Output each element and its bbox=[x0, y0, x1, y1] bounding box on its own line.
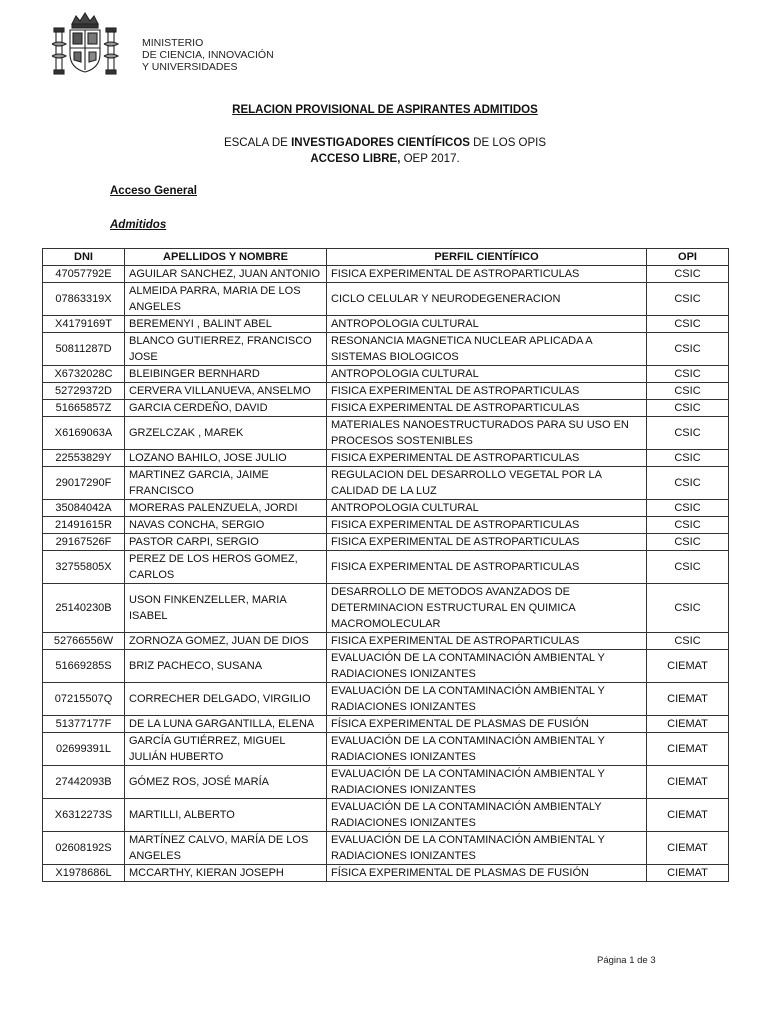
cell-name: AGUILAR SANCHEZ, JUAN ANTONIO bbox=[125, 266, 327, 283]
cell-profile: RESONANCIA MAGNETICA NUCLEAR APLICADA A SISTEMAS BIOLOGICOS bbox=[327, 333, 647, 366]
cell-profile: MATERIALES NANOESTRUCTURADOS PARA SU USO EN PROCESOS SOSTENIBLES bbox=[327, 417, 647, 450]
cell-name: CORRECHER DELGADO, VIRGILIO bbox=[125, 683, 327, 716]
table-row bbox=[43, 633, 729, 650]
cell-dni: 29017290F bbox=[43, 467, 125, 500]
cell-name: NAVAS CONCHA, SERGIO bbox=[125, 517, 327, 534]
cell-profile: FISICA EXPERIMENTAL DE ASTROPARTICULAS bbox=[327, 633, 647, 650]
cell-opi: CIEMAT bbox=[647, 650, 729, 683]
cell-opi: CSIC bbox=[647, 517, 729, 534]
cell-profile: ANTROPOLOGIA CULTURAL bbox=[327, 316, 647, 333]
cell-opi: CIEMAT bbox=[647, 799, 729, 832]
table-row bbox=[43, 366, 729, 383]
cell-dni: 51377177F bbox=[43, 716, 125, 733]
cell-opi: CSIC bbox=[647, 551, 729, 584]
section-heading: Acceso General bbox=[110, 185, 197, 197]
cell-opi: CSIC bbox=[647, 584, 729, 633]
cell-dni: 51669285S bbox=[43, 650, 125, 683]
cell-profile: FISICA EXPERIMENTAL DE ASTROPARTICULAS bbox=[327, 534, 647, 551]
cell-profile: REGULACION DEL DESARROLLO VEGETAL POR LA CALIDAD DE LA LUZ bbox=[327, 467, 647, 500]
cell-profile: EVALUACIÓN DE LA CONTAMINACIÓN AMBIENTAL Y RADIACIONES IONIZANTES bbox=[327, 683, 647, 716]
cell-profile: CICLO CELULAR Y NEURODEGENERACION bbox=[327, 283, 647, 316]
cell-name: BLANCO GUTIERREZ, FRANCISCO JOSE bbox=[125, 333, 327, 366]
cell-name: PASTOR CARPI, SERGIO bbox=[125, 534, 327, 551]
cell-name: DE LA LUNA GARGANTILLA, ELENA bbox=[125, 716, 327, 733]
cell-profile: DESARROLLO DE METODOS AVANZADOS DE DETERMINACION ESTRUCTURAL EN QUIMICA MACROMOLECULAR bbox=[327, 584, 647, 633]
cell-profile: ANTROPOLOGIA CULTURAL bbox=[327, 500, 647, 517]
cell-profile: FISICA EXPERIMENTAL DE ASTROPARTICULAS bbox=[327, 517, 647, 534]
cell-name: BLEIBINGER BERNHARD bbox=[125, 366, 327, 383]
cell-dni: X6169063A bbox=[43, 417, 125, 450]
cell-name: BRIZ PACHECO, SUSANA bbox=[125, 650, 327, 683]
column-header-profile: PERFIL CIENTÍFICO bbox=[327, 249, 647, 266]
table-row bbox=[43, 383, 729, 400]
table-row bbox=[43, 517, 729, 534]
cell-name: GARCÍA GUTIÉRREZ, MIGUEL JULIÁN HUBERTO bbox=[125, 733, 327, 766]
cell-dni: 22553829Y bbox=[43, 450, 125, 467]
table-row bbox=[43, 584, 729, 633]
cell-opi: CIEMAT bbox=[647, 865, 729, 882]
ministry-line-1: MINISTERIO bbox=[142, 37, 204, 49]
cell-opi: CSIC bbox=[647, 366, 729, 383]
cell-opi: CIEMAT bbox=[647, 832, 729, 865]
cell-dni: X4179169T bbox=[43, 316, 125, 333]
cell-opi: CSIC bbox=[647, 316, 729, 333]
cell-name: MARTÍNEZ CALVO, MARÍA DE LOS ANGELES bbox=[125, 832, 327, 865]
column-header-opi: OPI bbox=[647, 249, 729, 266]
cell-opi: CSIC bbox=[647, 266, 729, 283]
cell-opi: CSIC bbox=[647, 633, 729, 650]
cell-profile: EVALUACIÓN DE LA CONTAMINACIÓN AMBIENTAL Y RADIACIONES IONIZANTES bbox=[327, 650, 647, 683]
table-row bbox=[43, 333, 729, 366]
cell-opi: CSIC bbox=[647, 333, 729, 366]
cell-dni: 07215507Q bbox=[43, 683, 125, 716]
table-row bbox=[43, 450, 729, 467]
cell-profile: FÍSICA EXPERIMENTAL DE PLASMAS DE FUSIÓN bbox=[327, 865, 647, 882]
cell-dni: 02608192S bbox=[43, 832, 125, 865]
table-row bbox=[43, 716, 729, 733]
cell-opi: CSIC bbox=[647, 417, 729, 450]
cell-dni: 07863319X bbox=[43, 283, 125, 316]
cell-dni: 35084042A bbox=[43, 500, 125, 517]
subtitle-scale-prefix: ESCALA DE bbox=[223, 137, 292, 149]
table-header-row bbox=[43, 249, 729, 266]
table-row bbox=[43, 316, 729, 333]
cell-opi: CSIC bbox=[647, 283, 729, 316]
subtitle-scale-suffix: DE LOS OPIS bbox=[469, 137, 547, 149]
cell-name: MORERAS PALENZUELA, JORDI bbox=[125, 500, 327, 517]
cell-dni: 47057792E bbox=[43, 266, 125, 283]
column-header-dni: DNI bbox=[43, 249, 125, 266]
cell-dni: X6732028C bbox=[43, 366, 125, 383]
table-row bbox=[43, 865, 729, 882]
cell-opi: CIEMAT bbox=[647, 733, 729, 766]
cell-name: ZORNOZA GOMEZ, JUAN DE DIOS bbox=[125, 633, 327, 650]
cell-opi: CSIC bbox=[647, 467, 729, 500]
table-row bbox=[43, 766, 729, 799]
cell-opi: CIEMAT bbox=[647, 683, 729, 716]
cell-opi: CSIC bbox=[647, 500, 729, 517]
cell-name: GRZELCZAK , MAREK bbox=[125, 417, 327, 450]
table-body bbox=[43, 266, 729, 882]
cell-name: CERVERA VILLANUEVA, ANSELMO bbox=[125, 383, 327, 400]
cell-dni: 52766556W bbox=[43, 633, 125, 650]
subtitle-scale-name: INVESTIGADORES CIENTÍFICOS bbox=[291, 137, 470, 149]
table-row bbox=[43, 683, 729, 716]
cell-profile: FISICA EXPERIMENTAL DE ASTROPARTICULAS bbox=[327, 551, 647, 584]
cell-profile: EVALUACIÓN DE LA CONTAMINACIÓN AMBIENTAL Y RADIACIONES IONIZANTES bbox=[327, 766, 647, 799]
subtitle-access-oep: OEP 2017. bbox=[400, 153, 460, 165]
cell-opi: CIEMAT bbox=[647, 716, 729, 733]
table-row bbox=[43, 551, 729, 584]
cell-opi: CSIC bbox=[647, 383, 729, 400]
coat-of-arms-logo bbox=[50, 10, 120, 82]
cell-profile: EVALUACIÓN DE LA CONTAMINACIÓN AMBIENTAL Y RADIACIONES IONIZANTES bbox=[327, 832, 647, 865]
cell-name: BEREMENYI , BALINT ABEL bbox=[125, 316, 327, 333]
cell-opi: CSIC bbox=[647, 450, 729, 467]
cell-profile: FISICA EXPERIMENTAL DE ASTROPARTICULAS bbox=[327, 450, 647, 467]
cell-dni: 02699391L bbox=[43, 733, 125, 766]
cell-name: PEREZ DE LOS HEROS GOMEZ, CARLOS bbox=[125, 551, 327, 584]
cell-dni: 29167526F bbox=[43, 534, 125, 551]
table-row bbox=[43, 467, 729, 500]
cell-profile: FISICA EXPERIMENTAL DE ASTROPARTICULAS bbox=[327, 400, 647, 417]
table-row bbox=[43, 400, 729, 417]
cell-dni: 51665857Z bbox=[43, 400, 125, 417]
subtitle-access-type: ACCESO LIBRE, bbox=[310, 153, 401, 165]
cell-dni: X6312273S bbox=[43, 799, 125, 832]
cell-profile: ANTROPOLOGIA CULTURAL bbox=[327, 366, 647, 383]
ministry-line-3: Y UNIVERSIDADES bbox=[142, 61, 238, 73]
cell-dni: 21491615R bbox=[43, 517, 125, 534]
cell-name: GÓMEZ ROS, JOSÉ MARÍA bbox=[125, 766, 327, 799]
table-row bbox=[43, 799, 729, 832]
cell-dni: 32755805X bbox=[43, 551, 125, 584]
table-row bbox=[43, 266, 729, 283]
cell-dni: 25140230B bbox=[43, 584, 125, 633]
ministry-line-2: DE CIENCIA, INNOVACIÓN bbox=[142, 49, 274, 61]
cell-name: ALMEIDA PARRA, MARIA DE LOS ANGELES bbox=[125, 283, 327, 316]
cell-name: MARTINEZ GARCIA, JAIME FRANCISCO bbox=[125, 467, 327, 500]
cell-name: GARCIA CERDEÑO, DAVID bbox=[125, 400, 327, 417]
column-header-name: APELLIDOS Y NOMBRE bbox=[125, 249, 327, 266]
cell-dni: 52729372D bbox=[43, 383, 125, 400]
subsection-heading: Admitidos bbox=[110, 219, 167, 231]
table-row bbox=[43, 733, 729, 766]
cell-profile: FISICA EXPERIMENTAL DE ASTROPARTICULAS bbox=[327, 266, 647, 283]
document-title: RELACION PROVISIONAL DE ASPIRANTES ADMITIDOS bbox=[232, 104, 538, 116]
cell-name: MARTILLI, ALBERTO bbox=[125, 799, 327, 832]
table-row bbox=[43, 832, 729, 865]
cell-dni: X1978686L bbox=[43, 865, 125, 882]
table-row bbox=[43, 417, 729, 450]
cell-opi: CSIC bbox=[647, 534, 729, 551]
cell-profile: EVALUACIÓN DE LA CONTAMINACIÓN AMBIENTAL Y RADIACIONES IONIZANTES bbox=[327, 733, 647, 766]
applicants-table bbox=[42, 248, 729, 882]
document-subtitle-scale bbox=[0, 137, 770, 149]
cell-opi: CSIC bbox=[647, 400, 729, 417]
cell-profile: EVALUACIÓN DE LA CONTAMINACIÓN AMBIENTALY RADIACIONES IONIZANTES bbox=[327, 799, 647, 832]
cell-name: USON FINKENZELLER, MARIA ISABEL bbox=[125, 584, 327, 633]
cell-dni: 27442093B bbox=[43, 766, 125, 799]
document-subtitle-access bbox=[0, 153, 770, 165]
table-row bbox=[43, 283, 729, 316]
cell-name: MCCARTHY, KIERAN JOSEPH bbox=[125, 865, 327, 882]
cell-name: LOZANO BAHILO, JOSE JULIO bbox=[125, 450, 327, 467]
table-row bbox=[43, 500, 729, 517]
table-row bbox=[43, 534, 729, 551]
page-number: Página 1 de 3 bbox=[597, 955, 656, 966]
cell-opi: CIEMAT bbox=[647, 766, 729, 799]
cell-profile: FÍSICA EXPERIMENTAL DE PLASMAS DE FUSIÓN bbox=[327, 716, 647, 733]
table-row bbox=[43, 650, 729, 683]
cell-profile: FISICA EXPERIMENTAL DE ASTROPARTICULAS bbox=[327, 383, 647, 400]
cell-dni: 50811287D bbox=[43, 333, 125, 366]
ministry-name bbox=[142, 37, 274, 73]
